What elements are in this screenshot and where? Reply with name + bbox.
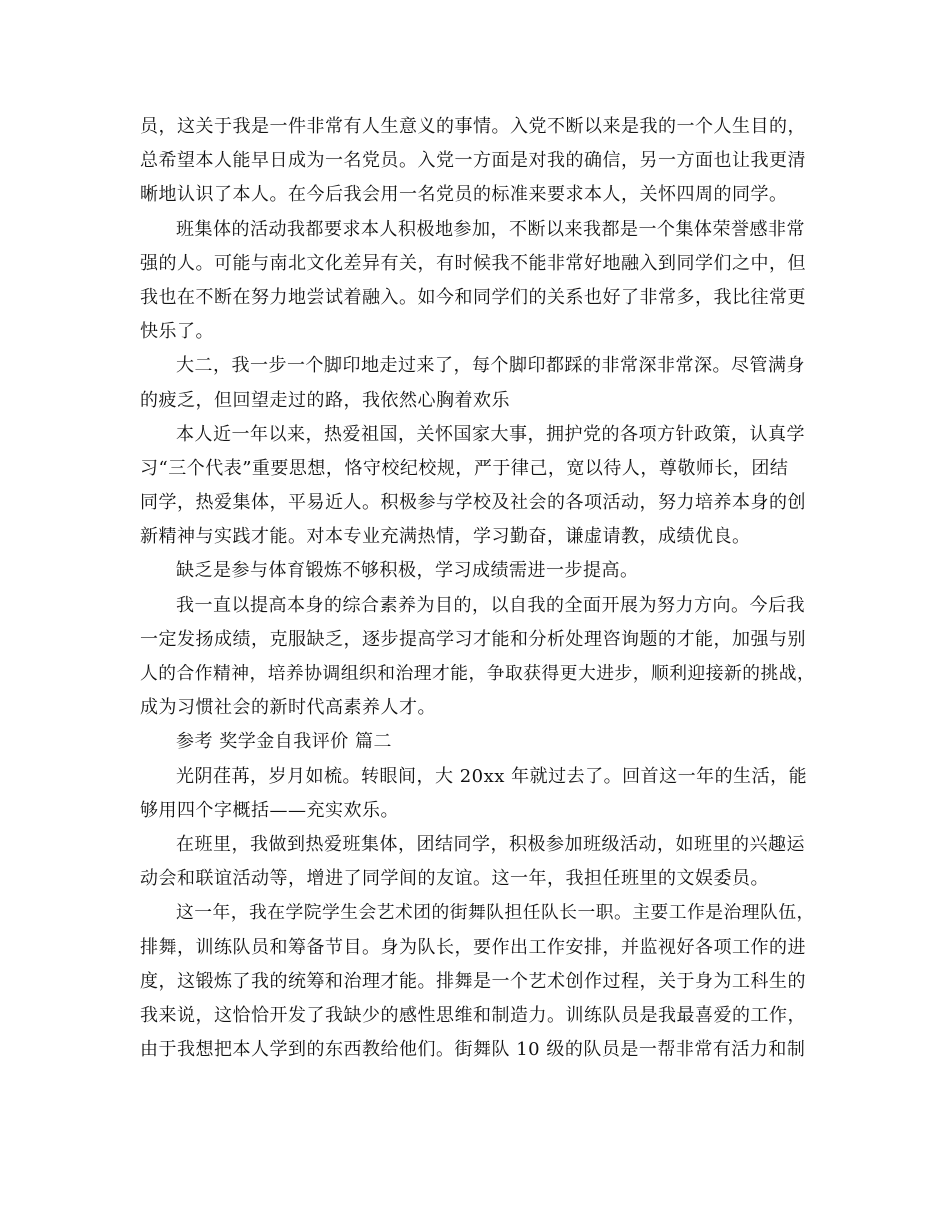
text-line: 缺乏是参与体育锻炼不够积极，学习成绩需进一步提高。 bbox=[176, 560, 639, 582]
text-line: 人的合作精神，培养协调组织和治理才能，争取获得更大进步，顺利迎接新的挑战， bbox=[140, 664, 816, 684]
text-line: 强的人。可能与南北文化差异有关，有时候我不能非常好地融入到同学们之中，但 bbox=[140, 252, 806, 274]
text-line: 够用四个字概括——充实欢乐。 bbox=[140, 799, 399, 821]
text-line: 我一直以提高本身的综合素养为目的，以自我的全面开展为努力方向。今后我 bbox=[176, 594, 805, 616]
text-line: 的疲乏，但回望走过的路，我依然心胸着欢乐 bbox=[140, 389, 510, 411]
document-body bbox=[140, 110, 820, 1067]
text-line: 排舞，训练队员和筹备节目。身为队长，要作出工作安排，并监视好各项工作的进 bbox=[140, 936, 806, 958]
text-line: 度，这锻炼了我的统筹和治理才能。排舞是一个艺术创作过程，关于身为工科生的 bbox=[140, 970, 806, 992]
text-line: 快乐了。 bbox=[140, 321, 214, 343]
text-line: 光阴荏苒，岁月如梳。转眼间，大 20xx 年就过去了。回首这一年的生活，能 bbox=[176, 765, 808, 787]
text-line: 一定发扬成绩，克服缺乏，逐步提高学习才能和分析处理咨询题的才能，加强与别 bbox=[140, 628, 806, 650]
text-line: 动会和联谊活动等，增进了同学间的友谊。这一年，我担任班里的文娱委员。 bbox=[140, 868, 769, 890]
text-line: 员，这关于我是一件非常有人生意义的事情。入党不断以来是我的一个人生目的， bbox=[140, 116, 806, 137]
text-line: 我来说，这恰恰开发了我缺少的感性思维和制造力。训练队员是我最喜爱的工作， bbox=[140, 1004, 806, 1026]
text-line: 大二，我一步一个脚印地走过来了，每个脚印都踩的非常深非常深。尽管满身 bbox=[176, 355, 805, 377]
text-line: 这一年，我在学院学生会艺术团的街舞队担任队长一职。主要工作是治理队伍， bbox=[176, 903, 815, 924]
text-line: 本人近一年以来，热爱祖国，关怀国家大事，拥护党的各项方针政策，认真学 bbox=[176, 423, 805, 445]
text-line: 习“三个代表”重要思想，恪守校纪校规，严于律己，宽以待人，尊敬师长，团结 bbox=[140, 457, 789, 479]
text-line: 新精神与实践才能。对本专业充满热情，学习勤奋，谦虚请教，成绩优良。 bbox=[140, 526, 751, 548]
text-line: 同学，热爱集体，平易近人。积极参与学校及社会的各项活动，努力培养本身的创 bbox=[140, 492, 806, 514]
text-line: 班集体的活动我都要求本人积极地参加，不断以来我都是一个集体荣誉感非常 bbox=[176, 218, 805, 240]
text-line: 在班里，我做到热爱班集体，团结同学，积极参加班级活动，如班里的兴趣运 bbox=[176, 833, 805, 855]
text-line: 晰地认识了本人。在今后我会用一名党员的标准来要求本人，关怀四周的同学。 bbox=[140, 184, 788, 206]
text-line: 成为习惯社会的新时代高素养人才。 bbox=[140, 697, 436, 719]
text-line: 参考 奖学金自我评价 篇二 bbox=[176, 731, 392, 753]
text-line: 由于我想把本人学到的东西教给他们。街舞队 10 级的队员是一帮非常有活力和制 bbox=[140, 1039, 806, 1061]
text-line: 我也在不断在努力地尝试着融入。如今和同学们的关系也好了非常多，我比往常更 bbox=[140, 286, 806, 308]
text-line: 总希望本人能早日成为一名党员。入党一方面是对我的确信，另一方面也让我更清 bbox=[140, 150, 806, 172]
